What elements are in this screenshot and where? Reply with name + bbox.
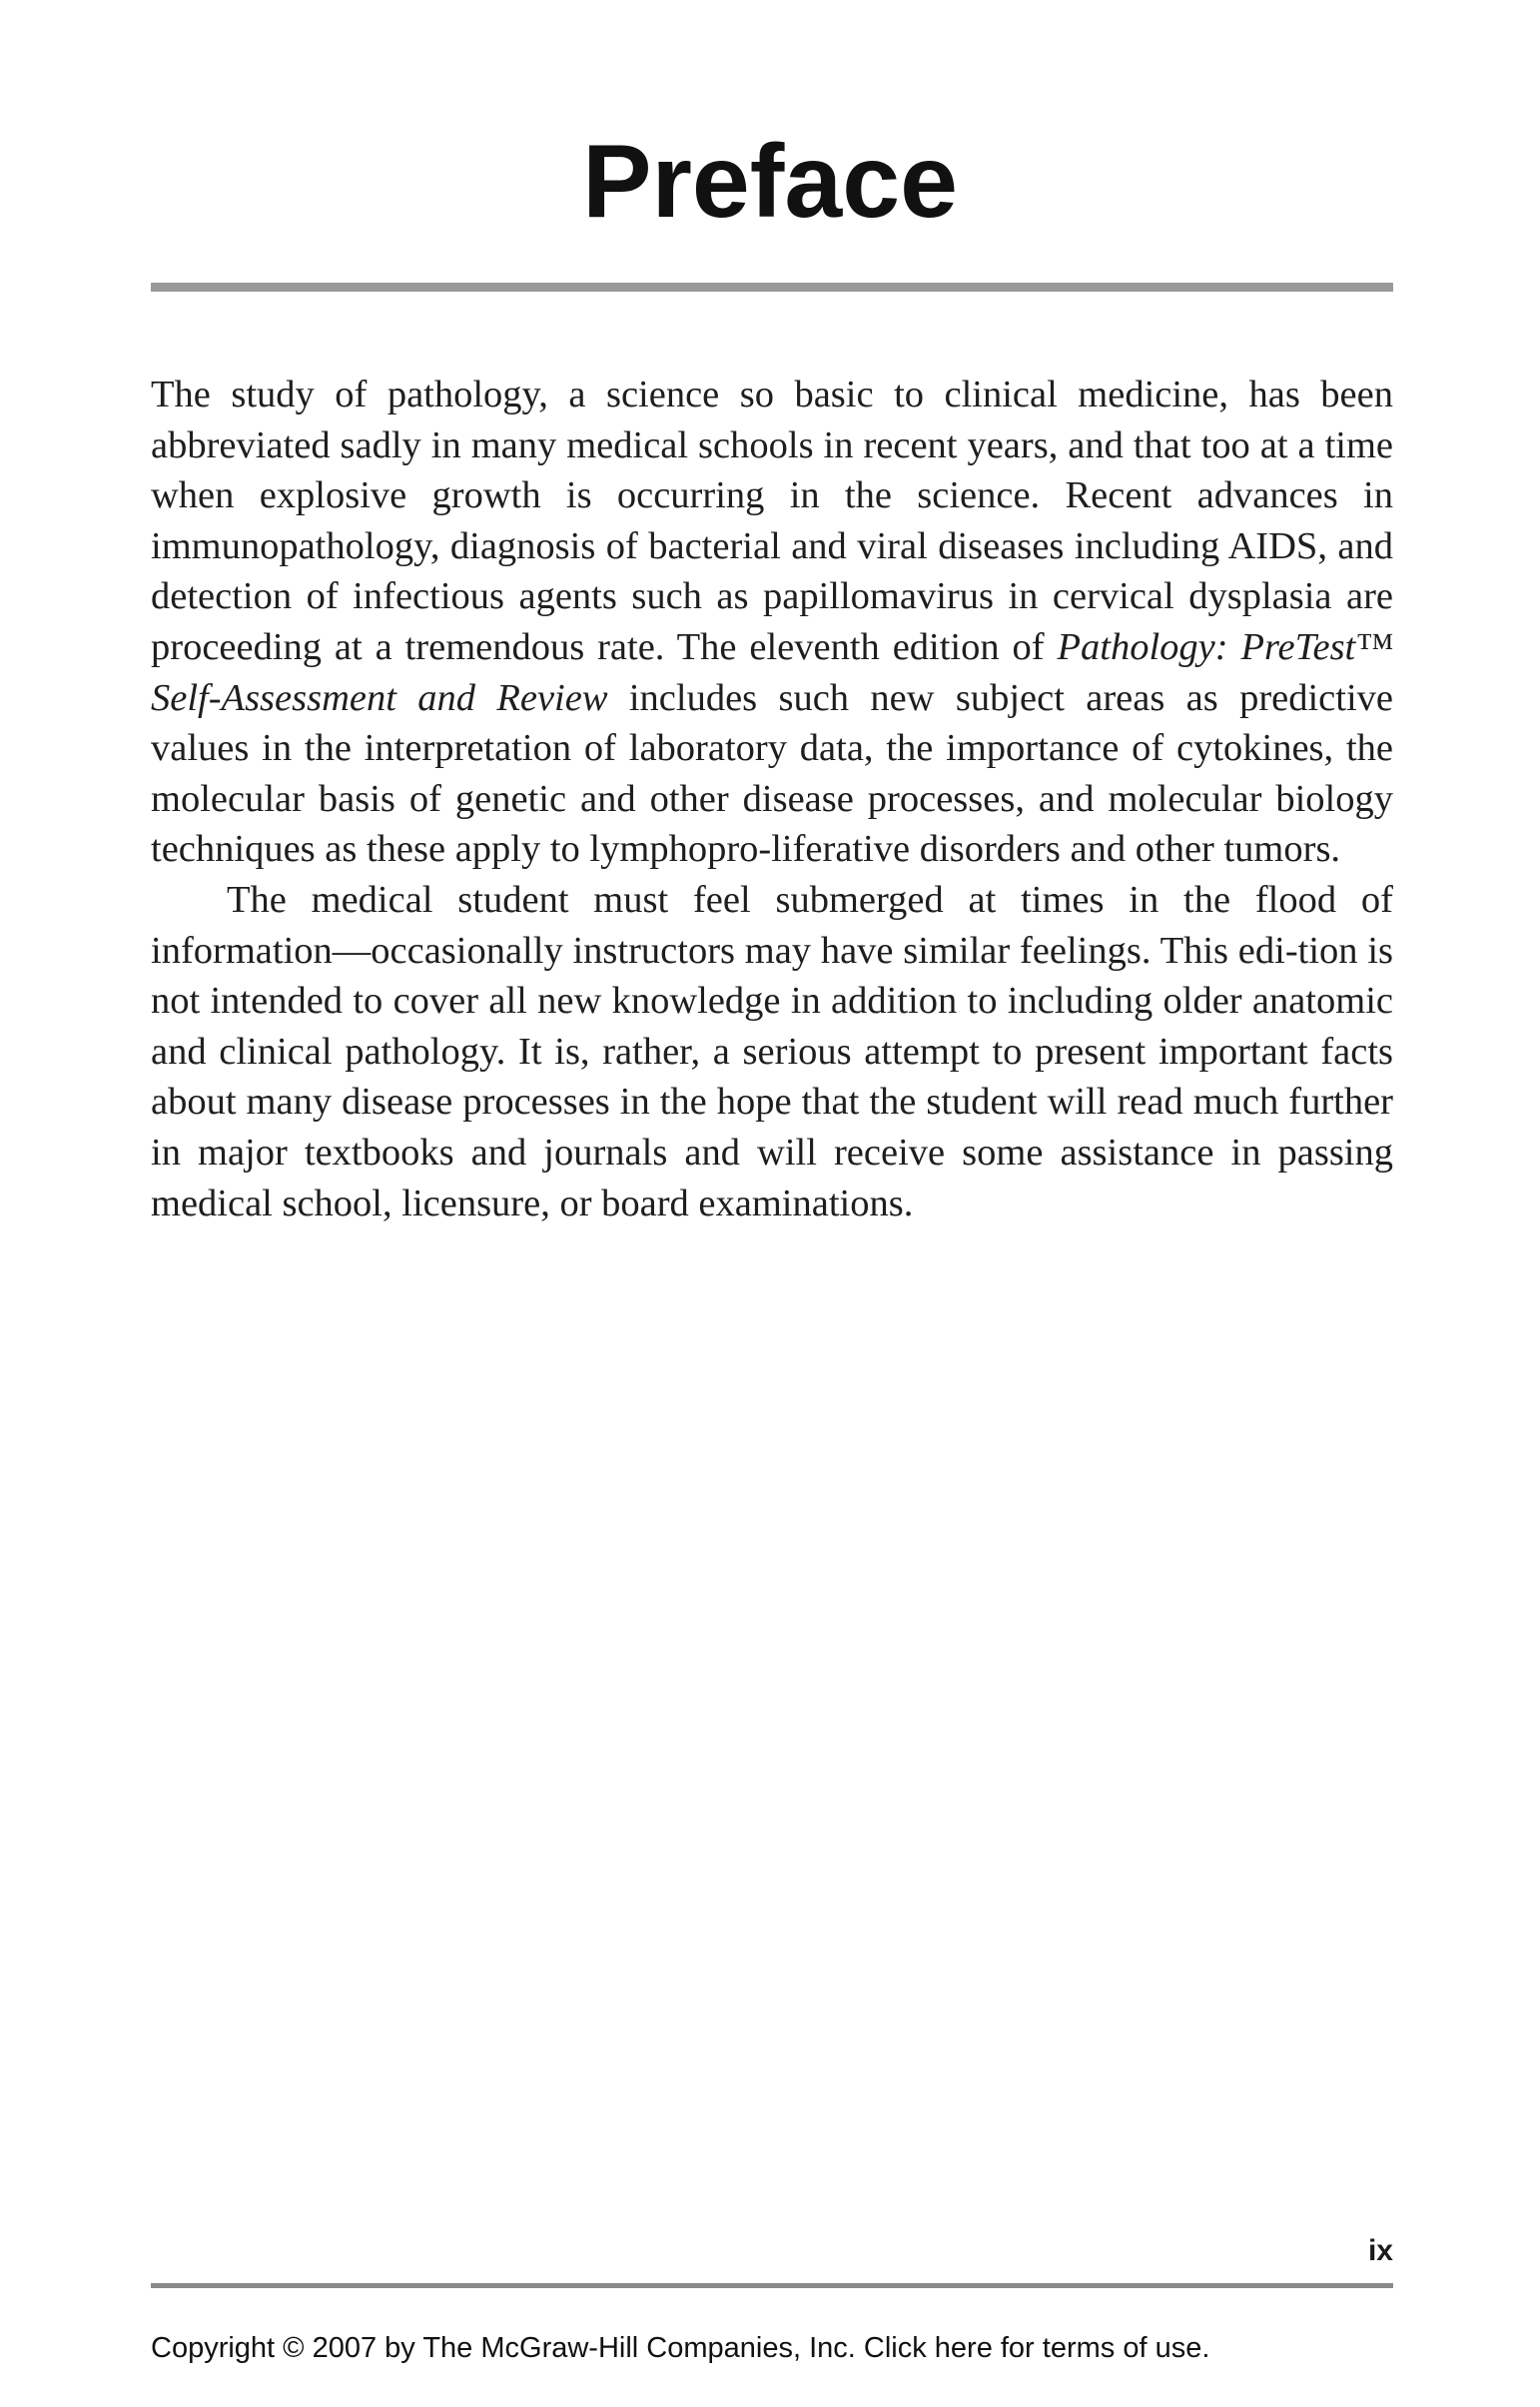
book-title: Pathology: PreTest™ Self-Assessment and Review — [151, 625, 1393, 719]
page-title: Preface — [582, 124, 958, 240]
paragraph-2: The medical student must feel submerged at times in the flood of information—occasionally instructors may have similar feelings. This edi-tion is not intended to cover all new knowledge in addition to including older anatomic and clinical pathology. It is, rather, a serious attempt to present important facts about many disease processes in the hope that the student will read much further in major textbooks and journals and will receive some assistance in passing medical school, licensure, or board examinations. — [151, 878, 1393, 1224]
terms-of-use-link[interactable]: Click here for terms of use. — [863, 2332, 1210, 2364]
paragraph-1-text-b: includes such new subject areas as predictive values in the interpretation of laboratory data, the importance of cytokines, the molecular basis of genetic and other disease processes, and molecular biology techniques as these apply to lymphopro-liferative disorders and other tumors. — [151, 676, 1393, 871]
paragraph-1-text-a: The study of pathology, a science so basic to clinical medicine, has been abbreviated sadly in many medical schools in recent years, and that too at a time when explosive growth is occurring in the science. Recent advances in immunopathology, diagnosis of bacterial and viral diseases including AIDS, and detection of infectious agents such as papillomavirus in cervical dysplasia are proceeding at a tremendous rate. The eleventh edition of — [151, 374, 1393, 668]
paragraph-1 — [151, 370, 1393, 875]
title-divider — [151, 283, 1393, 292]
page-number: ix — [1367, 2234, 1393, 2267]
footer-divider — [151, 2283, 1393, 2288]
copyright-notice — [151, 2332, 1209, 2365]
copyright-text: Copyright © 2007 by The McGraw-Hill Companies, Inc. — [151, 2332, 864, 2364]
preface-body — [151, 370, 1393, 1228]
